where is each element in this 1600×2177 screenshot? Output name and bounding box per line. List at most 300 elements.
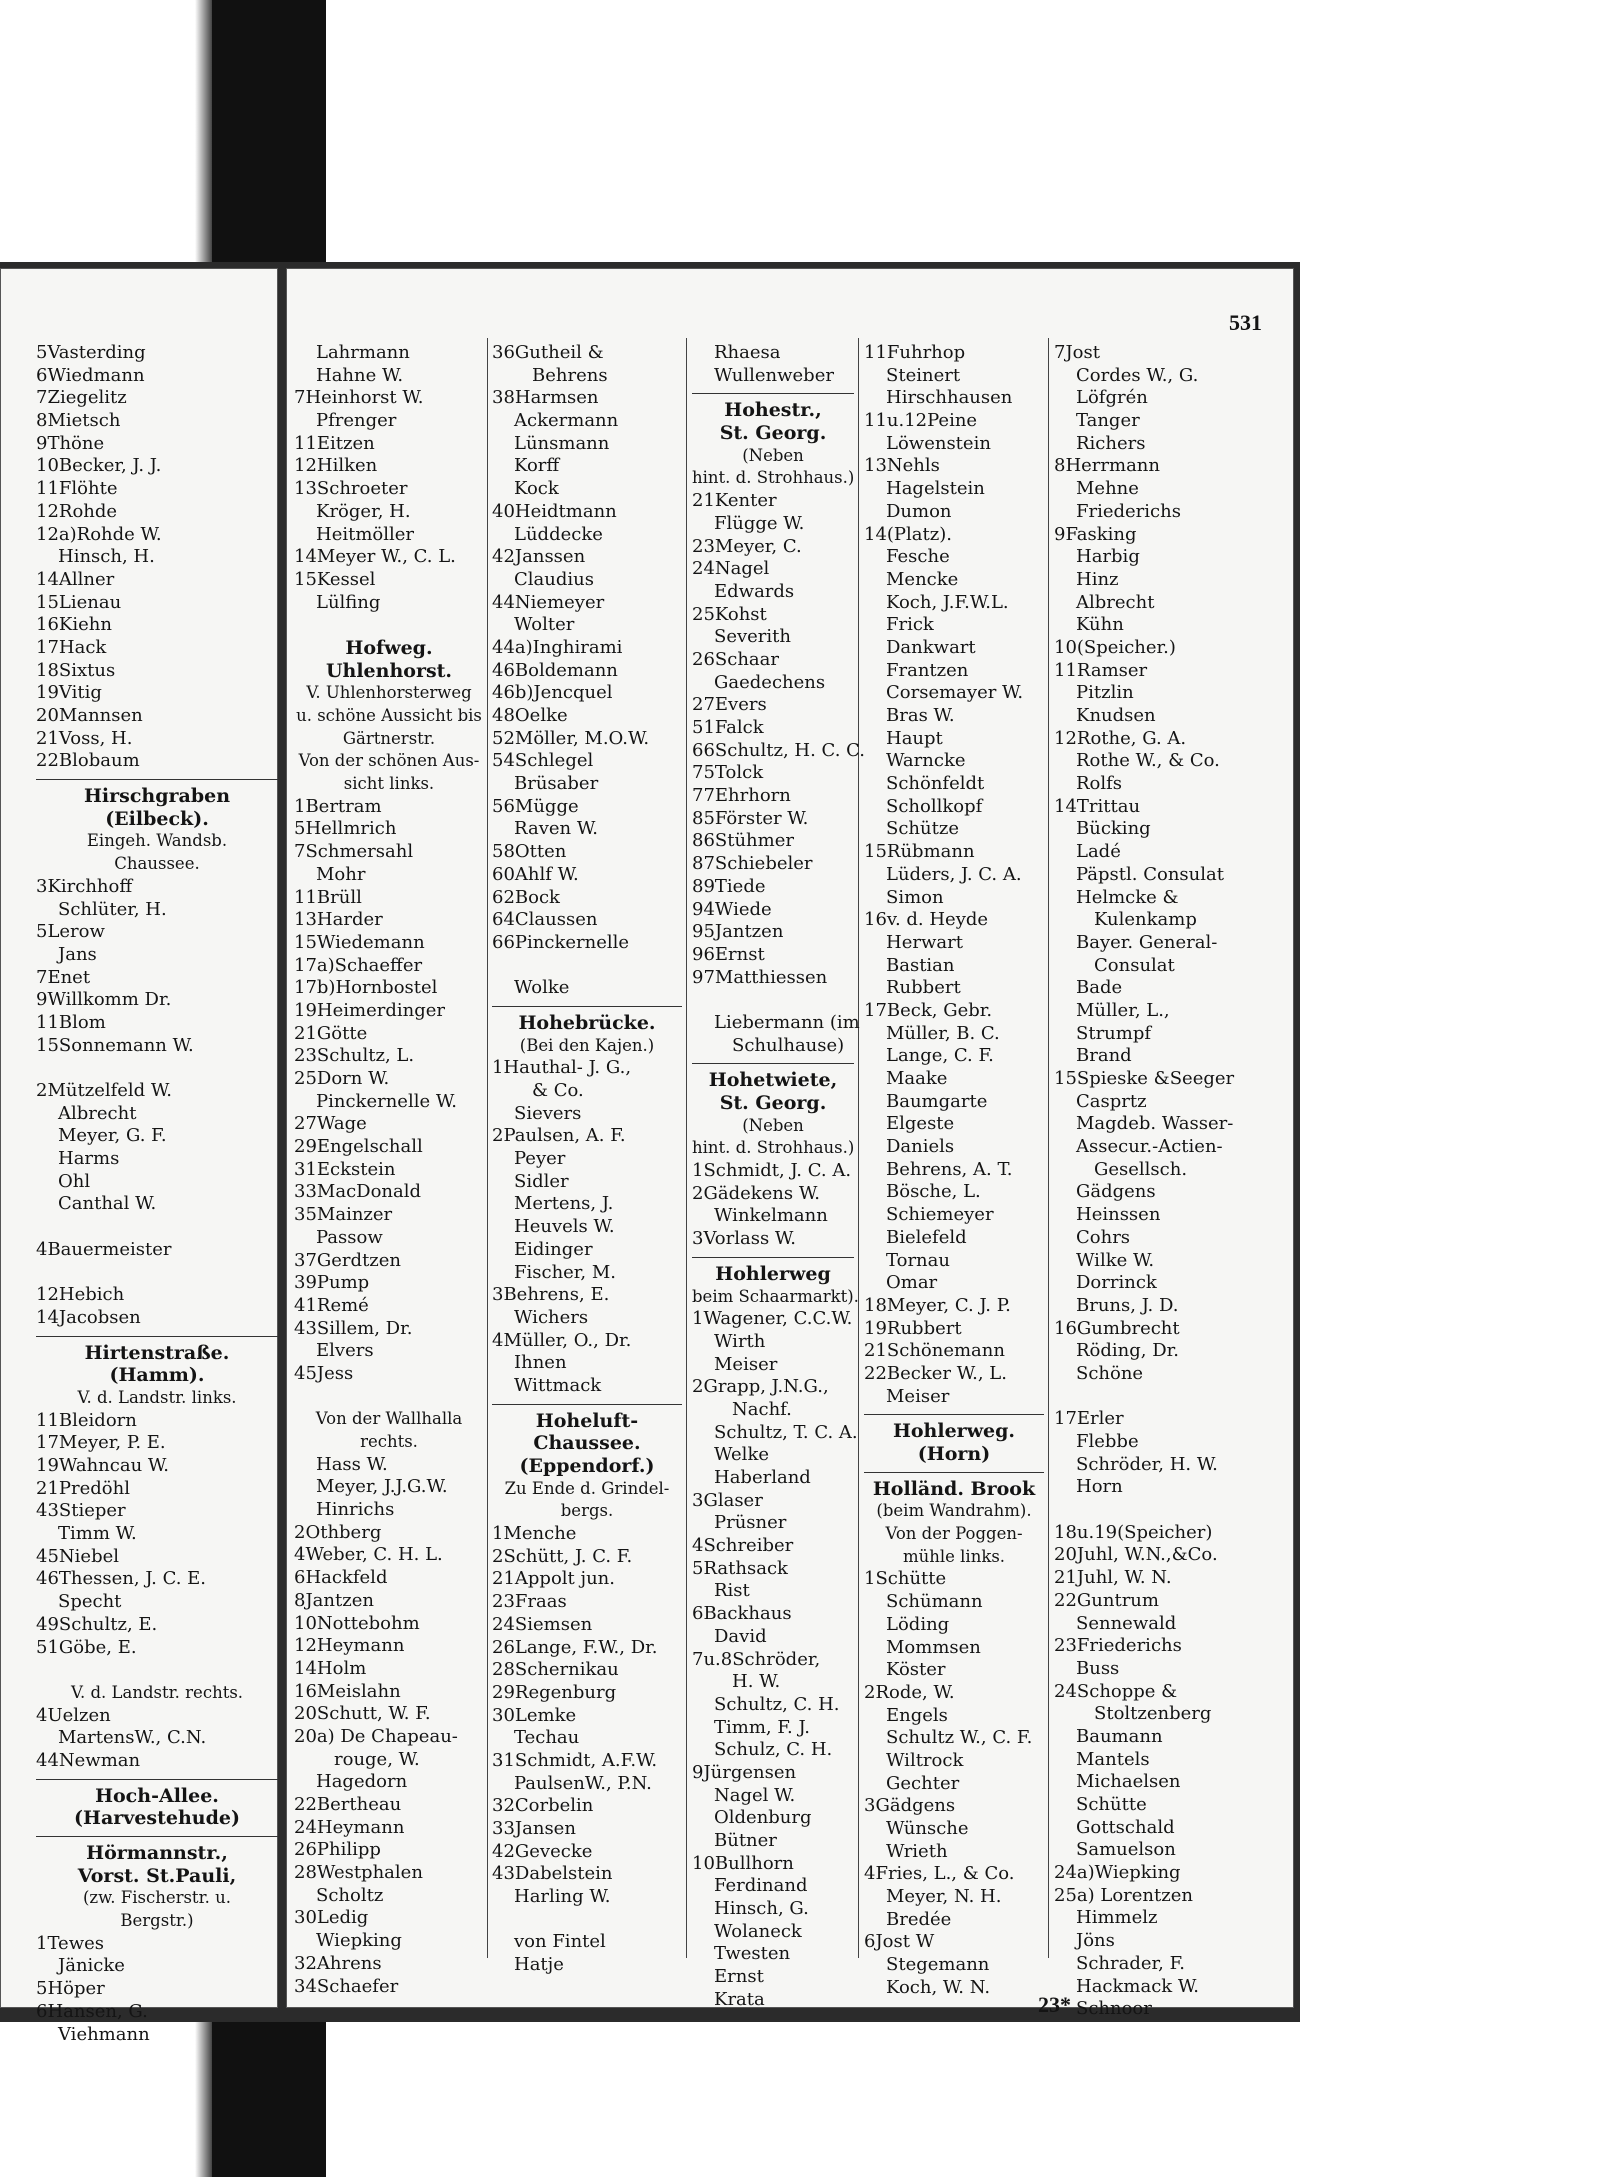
directory-entry: 1Schütte bbox=[864, 1568, 947, 1590]
directory-entry: Engels bbox=[886, 1704, 948, 1726]
directory-entry: 19Heimerdinger bbox=[294, 999, 445, 1021]
directory-entry: Rist bbox=[714, 1580, 750, 1602]
directory-entry: 18Sixtus bbox=[36, 659, 116, 681]
directory-entry: 16Meislahn bbox=[294, 1680, 401, 1702]
directory-entry bbox=[294, 1386, 484, 1409]
directory-entry: Schütze bbox=[886, 818, 959, 840]
directory-entry: 14Jacobsen bbox=[36, 1306, 141, 1328]
street-heading: Hohebrücke. bbox=[518, 1011, 656, 1034]
directory-entry: Schultz W., C. F. bbox=[886, 1727, 1033, 1749]
directory-entry: 34Schaefer bbox=[294, 1975, 399, 1997]
directory-entry: Krata bbox=[714, 1988, 765, 2010]
directory-entry: Claudius bbox=[514, 568, 594, 590]
directory-entry: 11Bleidorn bbox=[36, 1409, 137, 1431]
directory-entry: 51Falck bbox=[692, 717, 764, 738]
directory-entry: Jänicke bbox=[58, 1955, 125, 1977]
directory-column-3 bbox=[692, 342, 865, 2012]
directory-entry: 4Weber, C. H. L. bbox=[294, 1544, 443, 1566]
directory-entry: Hatje bbox=[514, 1954, 564, 1976]
directory-entry: Mehne bbox=[1076, 478, 1139, 500]
directory-entry: H. W. bbox=[732, 1671, 781, 1693]
street-note: V. Uhlenhorsterweg bbox=[306, 683, 472, 703]
directory-entry: 19Wahncau W. bbox=[36, 1455, 169, 1476]
directory-entry: 2Gädekens W. bbox=[692, 1182, 820, 1204]
directory-entry: 9Jürgensen bbox=[692, 1761, 797, 1783]
directory-entry: 49Schultz, E. bbox=[36, 1613, 158, 1635]
directory-entry: 7Schmersahl bbox=[294, 841, 414, 863]
directory-entry: Schnoor bbox=[1076, 1998, 1152, 2020]
directory-entry: 41Remé bbox=[294, 1294, 369, 1316]
directory-entry: 39Pump bbox=[294, 1272, 370, 1294]
directory-entry: Ihnen bbox=[514, 1352, 567, 1374]
directory-entry: Lange, C. F. bbox=[886, 1045, 994, 1067]
directory-entry: Ernst bbox=[714, 1966, 764, 1988]
directory-entry: 26Schaar bbox=[692, 648, 779, 670]
directory-entry: 31Schmidt, A.F.W. bbox=[492, 1749, 658, 1771]
directory-entry: Kock bbox=[514, 478, 559, 500]
directory-entry: Flügge W. bbox=[714, 512, 805, 534]
directory-column-1 bbox=[294, 342, 484, 1998]
directory-entry: Gaedechens bbox=[714, 671, 826, 693]
directory-entry: Maake bbox=[886, 1068, 948, 1089]
directory-entry: 15Sonnemann W. bbox=[36, 1034, 194, 1056]
directory-entry: Casprtz bbox=[1076, 1090, 1147, 1112]
directory-entry: Meyer, N. H. bbox=[886, 1886, 1002, 1908]
directory-entry: 14Allner bbox=[36, 568, 115, 590]
directory-entry: 23Meyer, C. bbox=[692, 535, 802, 557]
directory-entry: 46Boldemann bbox=[492, 659, 618, 681]
directory-entry: Korff bbox=[514, 455, 560, 477]
directory-entry: Pitzlin bbox=[1076, 682, 1134, 704]
directory-entry: Schöne bbox=[1076, 1362, 1144, 1384]
directory-entry: 43Sillem, Dr. bbox=[294, 1317, 413, 1339]
directory-entry: Eidinger bbox=[514, 1238, 593, 1260]
column-rule bbox=[1048, 338, 1049, 1958]
directory-entry: Flebbe bbox=[1076, 1431, 1139, 1452]
directory-entry: 27Evers bbox=[692, 694, 767, 716]
directory-entry: 24Schoppe & bbox=[1054, 1680, 1178, 1702]
directory-entry: 6Backhaus bbox=[692, 1603, 792, 1625]
directory-entry: Samuelson bbox=[1076, 1839, 1176, 1861]
directory-entry: Koch, W. N. bbox=[886, 1976, 991, 1998]
directory-entry: Timm, F. J. bbox=[714, 1716, 811, 1738]
directory-entry: Hahne W. bbox=[316, 364, 404, 386]
directory-entry: 4Uelzen bbox=[36, 1704, 111, 1726]
street-note: sicht links. bbox=[343, 774, 435, 794]
directory-entry: Ladé bbox=[1076, 841, 1121, 863]
street-heading: St. Georg. bbox=[719, 1092, 827, 1114]
directory-entry: Mommsen bbox=[886, 1636, 981, 1658]
directory-entry: Schultz, C. H. bbox=[714, 1693, 840, 1715]
directory-entry: Wirth bbox=[714, 1330, 766, 1352]
street-note: (Bei den Kajen.) bbox=[519, 1035, 655, 1055]
directory-entry: 6Wiedmann bbox=[36, 364, 145, 386]
directory-entry: Müller, B. C. bbox=[886, 1022, 1000, 1044]
directory-entry: 30Lemke bbox=[492, 1704, 577, 1726]
directory-entry: 13Schroeter bbox=[294, 478, 408, 500]
directory-entry: Bruns, J. D. bbox=[1076, 1294, 1179, 1316]
directory-entry: Winkelmann bbox=[714, 1205, 828, 1227]
directory-entry: 46b)Jencquel bbox=[492, 682, 613, 704]
directory-entry: 33MacDonald bbox=[294, 1181, 422, 1203]
directory-entry: Oldenburg bbox=[714, 1807, 812, 1829]
directory-entry: Wichers bbox=[514, 1306, 589, 1328]
directory-entry: 24a)Wiepking bbox=[1054, 1862, 1181, 1884]
right-page bbox=[286, 268, 1294, 2020]
directory-entry: 21Predöhl bbox=[36, 1477, 130, 1499]
directory-entry: 89Tiede bbox=[692, 875, 766, 897]
directory-entry: Jans bbox=[58, 943, 97, 965]
directory-entry: Fesche bbox=[886, 546, 950, 568]
directory-entry bbox=[1054, 1499, 1254, 1522]
directory-entry: 2Grapp, J.N.G., bbox=[692, 1376, 829, 1398]
directory-entry: 10(Speicher.) bbox=[1054, 636, 1176, 658]
directory-entry: 9Fasking bbox=[1054, 523, 1137, 545]
directory-entry: 4Schreiber bbox=[692, 1535, 794, 1557]
directory-entry: 27Wage bbox=[294, 1113, 367, 1135]
directory-entry: Schiemeyer bbox=[886, 1204, 994, 1226]
directory-entry: 23Schultz, L. bbox=[294, 1045, 415, 1067]
directory-entry: Bras W. bbox=[886, 705, 955, 726]
directory-entry: Meyer, J.J.G.W. bbox=[316, 1476, 448, 1498]
directory-entry: 12Rothe, G. A. bbox=[1054, 727, 1187, 749]
directory-entry: Albrecht bbox=[1076, 591, 1155, 613]
directory-entry: Gechter bbox=[886, 1772, 960, 1794]
directory-entry: 24Nagel bbox=[692, 558, 770, 580]
directory-entry: 44a)Inghirami bbox=[492, 636, 623, 658]
directory-entry: Buss bbox=[1076, 1657, 1120, 1679]
street-heading: St. Georg. bbox=[719, 422, 827, 445]
street-note: Bergstr.) bbox=[120, 1911, 194, 1931]
directory-entry: 8Herrmann bbox=[1054, 455, 1160, 477]
directory-entry: 13Nehls bbox=[864, 455, 940, 477]
directory-entry bbox=[36, 1216, 278, 1239]
directory-entry: Schönfeldt bbox=[886, 773, 985, 795]
directory-entry: Hinsch, H. bbox=[58, 546, 155, 568]
column-rule bbox=[686, 338, 687, 1958]
directory-entry: 20Schutt, W. F. bbox=[294, 1703, 431, 1725]
directory-entry: 10Nottebohm bbox=[294, 1612, 420, 1634]
directory-entry: 12Heymann bbox=[294, 1635, 405, 1657]
directory-entry: 97Matthiessen bbox=[692, 966, 828, 988]
directory-entry: Timm W. bbox=[58, 1523, 137, 1545]
directory-entry: 96Ernst bbox=[692, 943, 765, 965]
directory-entry: 4Müller, O., Dr. bbox=[492, 1329, 632, 1351]
directory-entry: 56Mügge bbox=[492, 795, 579, 817]
directory-entry: Himmelz bbox=[1076, 1907, 1158, 1929]
directory-entry: 19Vitig bbox=[36, 682, 102, 704]
directory-entry: 14Meyer W., C. L. bbox=[294, 546, 456, 568]
directory-entry: 12Hebich bbox=[36, 1284, 125, 1306]
street-note: V. d. Landstr. rechts. bbox=[70, 1682, 244, 1702]
directory-entry: 15Spieske &Seeger bbox=[1054, 1068, 1235, 1089]
directory-entry: Hinsch, G. bbox=[714, 1898, 809, 1920]
street-note: (zw. Fischerstr. u. bbox=[82, 1888, 232, 1908]
directory-entry: Peyer bbox=[514, 1148, 566, 1170]
directory-entry: 12Rohde bbox=[36, 500, 118, 522]
street-note: Eingeh. Wandsb. bbox=[86, 831, 228, 851]
directory-entry: Lülfing bbox=[316, 591, 381, 613]
directory-entry: 5Vasterding bbox=[36, 342, 146, 363]
directory-entry: Bastian bbox=[886, 954, 955, 976]
directory-entry: 17Hack bbox=[36, 636, 107, 658]
directory-entry: Mencke bbox=[886, 568, 959, 590]
street-heading: Chaussee. bbox=[533, 1432, 641, 1455]
directory-entry: 24Heymann bbox=[294, 1816, 405, 1838]
directory-entry: 16v. d. Heyde bbox=[864, 909, 989, 931]
directory-entry: 11Brüll bbox=[294, 886, 362, 908]
directory-entry: Heitmöller bbox=[316, 523, 415, 545]
directory-entry: 1Wagener, C.C.W. bbox=[692, 1308, 853, 1330]
directory-entry: 11Ramser bbox=[1054, 659, 1148, 681]
directory-entry: 17Erler bbox=[1054, 1408, 1124, 1430]
directory-entry: Heuvels W. bbox=[514, 1216, 615, 1238]
directory-entry: 15Lienau bbox=[36, 591, 122, 613]
directory-entry: 95Jantzen bbox=[692, 921, 784, 943]
directory-entry: Ferdinand bbox=[714, 1875, 808, 1897]
directory-entry: 1Tewes bbox=[36, 1932, 105, 1954]
directory-entry: 8Mietsch bbox=[36, 410, 121, 432]
street-heading: Hofweg. bbox=[345, 636, 433, 659]
directory-entry: 2Paulsen, A. F. bbox=[492, 1125, 626, 1147]
directory-entry: 43Dabelstein bbox=[492, 1863, 613, 1885]
directory-entry: Horn bbox=[1076, 1476, 1123, 1498]
directory-entry: 11u.12Peine bbox=[864, 410, 978, 432]
directory-entry: 45Jess bbox=[294, 1362, 354, 1384]
directory-entry: Hass W. bbox=[316, 1453, 388, 1475]
directory-entry: von Fintel bbox=[514, 1931, 606, 1953]
directory-entry bbox=[1054, 1386, 1254, 1409]
directory-entry: 32Corbelin bbox=[492, 1795, 594, 1817]
directory-entry: 21Voss, H. bbox=[36, 727, 133, 749]
directory-entry: 15Kessel bbox=[294, 568, 376, 590]
directory-entry: 17b)Hornbostel bbox=[294, 977, 438, 999]
street-note: rechts. bbox=[360, 1432, 418, 1451]
directory-entry: Bütner bbox=[714, 1830, 777, 1851]
directory-entry: 3Glaser bbox=[692, 1489, 763, 1511]
directory-entry: Löding bbox=[886, 1613, 950, 1635]
directory-entry: 85Förster W. bbox=[692, 807, 809, 829]
directory-entry: 86Stühmer bbox=[692, 830, 794, 852]
directory-entry: 44Niemeyer bbox=[492, 591, 605, 613]
directory-entry: Dumon bbox=[886, 500, 952, 522]
directory-entry: 22Bertheau bbox=[294, 1794, 402, 1815]
directory-entry: 17a)Schaeffer bbox=[294, 954, 423, 976]
street-note: (beim Wandrahm). bbox=[876, 1501, 1032, 1521]
directory-entry: Omar bbox=[886, 1272, 938, 1294]
directory-entry bbox=[492, 955, 682, 978]
directory-entry: 22Guntrum bbox=[1054, 1589, 1159, 1611]
directory-entry: Daniels bbox=[886, 1136, 955, 1158]
street-heading: (Harvestehude) bbox=[74, 1807, 240, 1830]
directory-entry: 5Hellmrich bbox=[294, 818, 397, 840]
directory-entry: Sievers bbox=[514, 1102, 582, 1124]
directory-entry: Simon bbox=[886, 886, 944, 908]
directory-entry: Baumann bbox=[1076, 1725, 1163, 1747]
directory-entry: Röding, Dr. bbox=[1076, 1340, 1180, 1362]
directory-entry: Tanger bbox=[1076, 410, 1140, 432]
directory-entry: 66Pinckernelle bbox=[492, 931, 630, 953]
directory-entry: Wolaneck bbox=[714, 1920, 802, 1942]
directory-entry: 1Menche bbox=[492, 1523, 577, 1545]
street-heading: Hohlerweg bbox=[715, 1262, 831, 1285]
directory-entry: Gädgens bbox=[1076, 1181, 1156, 1203]
column-rule bbox=[487, 338, 488, 1958]
directory-entry: 20a) De Chapeau- bbox=[294, 1725, 458, 1747]
directory-entry: Kulenkamp bbox=[1094, 909, 1197, 931]
directory-entry: 28Schernikau bbox=[492, 1659, 619, 1681]
directory-entry: Bösche, L. bbox=[886, 1181, 981, 1203]
directory-entry: 3Gädgens bbox=[864, 1795, 956, 1817]
directory-entry: 48Oelke bbox=[492, 705, 568, 726]
street-note: Gärtnerstr. bbox=[342, 728, 436, 748]
directory-entry: 2Othberg bbox=[294, 1521, 382, 1543]
directory-entry: 1Bertram bbox=[294, 795, 382, 817]
directory-entry: 46Thessen, J. C. E. bbox=[36, 1568, 207, 1590]
street-note: bergs. bbox=[560, 1501, 614, 1521]
directory-entry: Hagedorn bbox=[316, 1771, 408, 1793]
directory-entry: Helmcke & bbox=[1076, 886, 1179, 908]
directory-entry: 1Schmidt, J. C. A. bbox=[692, 1160, 852, 1182]
directory-entry: 10Becker, J. J. bbox=[36, 455, 162, 477]
street-heading: Hohetwiete, bbox=[708, 1069, 838, 1092]
directory-entry: 25Dorn W. bbox=[294, 1068, 390, 1089]
directory-entry: 23Friederichs bbox=[1054, 1635, 1182, 1657]
left-page bbox=[0, 268, 278, 2045]
directory-entry: 14Trittau bbox=[1054, 795, 1141, 817]
street-note: V. d. Landstr. links. bbox=[77, 1387, 237, 1407]
directory-entry: Löfgrén bbox=[1076, 387, 1148, 409]
directory-column-left-page bbox=[36, 342, 278, 2046]
directory-entry: Canthal W. bbox=[58, 1193, 157, 1215]
directory-entry: Cohrs bbox=[1076, 1226, 1131, 1248]
directory-entry: 15Rübmann bbox=[864, 841, 975, 863]
directory-entry: Mantels bbox=[1076, 1748, 1150, 1770]
directory-entry: 11Fuhrhop bbox=[864, 342, 966, 363]
directory-entry: Welke bbox=[714, 1444, 770, 1466]
signature-mark: 23* bbox=[1038, 1992, 1071, 2017]
directory-entry: 18u.19(Speicher) bbox=[1054, 1521, 1213, 1543]
directory-entry: Tornau bbox=[886, 1249, 950, 1271]
directory-entry: Meiser bbox=[886, 1385, 950, 1407]
directory-entry: Wittmack bbox=[514, 1374, 602, 1396]
directory-entry: Stoltzenberg bbox=[1094, 1703, 1212, 1725]
directory-entry: 7Ziegelitz bbox=[36, 387, 127, 409]
directory-entry: 19Rubbert bbox=[864, 1317, 962, 1339]
directory-entry: David bbox=[714, 1625, 767, 1647]
directory-entry: 21Kenter bbox=[692, 490, 777, 512]
directory-entry: 2Rode, W. bbox=[864, 1681, 955, 1703]
directory-entry: Schollkopf bbox=[886, 795, 983, 817]
directory-entry: Rolfs bbox=[1076, 773, 1123, 795]
directory-entry: 17Beck, Gebr. bbox=[864, 999, 993, 1021]
directory-entry: Löwenstein bbox=[886, 432, 991, 454]
page-number: 531 bbox=[1229, 310, 1262, 335]
directory-entry: Gottschald bbox=[1076, 1816, 1175, 1838]
directory-entry: Bielefeld bbox=[886, 1226, 967, 1248]
directory-entry: Schultz, T. C. A. bbox=[714, 1421, 858, 1443]
directory-entry: 3Vorlass W. bbox=[692, 1228, 797, 1250]
directory-entry: Müller, L., bbox=[1076, 999, 1170, 1021]
street-note: Von der schönen Aus- bbox=[298, 751, 480, 771]
directory-entry: 42Gevecke bbox=[492, 1840, 593, 1862]
directory-entry: Hinz bbox=[1076, 568, 1119, 590]
directory-entry: 52Möller, M.O.W. bbox=[492, 727, 650, 749]
directory-entry: 3Behrens, E. bbox=[492, 1284, 610, 1306]
directory-entry: 9Willkomm Dr. bbox=[36, 989, 172, 1011]
directory-entry: 87Schiebeler bbox=[692, 853, 813, 875]
column-rule bbox=[858, 338, 859, 1958]
directory-entry: 11Eitzen bbox=[294, 432, 375, 454]
directory-entry: 11Flöhte bbox=[36, 478, 118, 500]
directory-entry: Köster bbox=[886, 1659, 946, 1681]
directory-entry: Hackmack W. bbox=[1076, 1975, 1200, 1997]
directory-entry bbox=[492, 1909, 682, 1932]
directory-entry: Elvers bbox=[316, 1340, 374, 1362]
directory-entry: 10Bullhorn bbox=[692, 1852, 794, 1874]
street-heading: Holländ. Brook bbox=[872, 1477, 1036, 1500]
directory-entry: Wilke W. bbox=[1076, 1249, 1155, 1271]
directory-entry: 64Claussen bbox=[492, 909, 598, 931]
directory-entry: 66Schultz, H. C. C. bbox=[692, 739, 865, 761]
directory-entry: Meyer, G. F. bbox=[58, 1125, 167, 1147]
directory-entry: 8Jantzen bbox=[294, 1589, 374, 1611]
directory-entry: Baumgarte bbox=[886, 1090, 988, 1112]
directory-entry: Passow bbox=[316, 1226, 383, 1248]
directory-entry: 26Lange, F.W., Dr. bbox=[492, 1636, 658, 1658]
street-heading: Hoheluft- bbox=[535, 1409, 639, 1432]
directory-entry: 44Newman bbox=[36, 1749, 141, 1771]
directory-entry: Friederichs bbox=[1076, 500, 1181, 522]
directory-entry: Päpstl. Consulat bbox=[1076, 863, 1224, 885]
directory-column-4 bbox=[864, 342, 1044, 2000]
directory-entry: Wiepking bbox=[316, 1930, 402, 1952]
street-heading: Hörmannstr., bbox=[86, 1842, 228, 1864]
directory-entry: 4Fries, L., & Co. bbox=[864, 1863, 1015, 1885]
directory-entry: Albrecht bbox=[58, 1102, 137, 1124]
directory-entry: Magdeb. Wasser- bbox=[1076, 1113, 1234, 1135]
directory-entry: Kühn bbox=[1076, 614, 1124, 636]
directory-entry: Edwards bbox=[714, 580, 795, 602]
directory-entry: 37Gerdtzen bbox=[294, 1249, 402, 1271]
directory-entry: 26Philipp bbox=[294, 1839, 381, 1861]
directory-entry: 21Appolt jun. bbox=[492, 1568, 615, 1590]
directory-entry: Dorrinck bbox=[1076, 1272, 1157, 1294]
directory-entry bbox=[36, 1659, 278, 1682]
street-note: hint. d. Strohhaus.) bbox=[692, 468, 855, 488]
street-note: (Neben bbox=[742, 1115, 804, 1135]
directory-entry: Ohl bbox=[58, 1170, 91, 1192]
street-heading: Hoch-Allee. bbox=[95, 1784, 219, 1807]
directory-entry: 16Gumbrecht bbox=[1054, 1317, 1180, 1339]
directory-entry: Frantzen bbox=[886, 659, 969, 681]
street-heading: Hirtenstraße. bbox=[84, 1341, 230, 1364]
street-note: beim Schaarmarkt). bbox=[692, 1286, 859, 1306]
directory-entry: 29Regenburg bbox=[492, 1681, 617, 1703]
directory-entry: Techau bbox=[514, 1727, 580, 1749]
directory-entry: Fischer, M. bbox=[514, 1261, 617, 1283]
directory-entry: 5Höper bbox=[36, 1978, 105, 2000]
directory-entry: 28Westphalen bbox=[294, 1862, 423, 1884]
directory-entry: Schröder, H. W. bbox=[1076, 1453, 1218, 1475]
directory-entry: 75Tolck bbox=[692, 762, 764, 784]
directory-entry: & Co. bbox=[532, 1080, 584, 1101]
directory-entry: Rubbert bbox=[886, 977, 961, 999]
directory-entry: Wiltrock bbox=[886, 1749, 964, 1771]
directory-entry: 7Jost bbox=[1054, 342, 1100, 363]
directory-entry: Frick bbox=[886, 614, 934, 636]
directory-entry: Hinrichs bbox=[316, 1499, 395, 1521]
